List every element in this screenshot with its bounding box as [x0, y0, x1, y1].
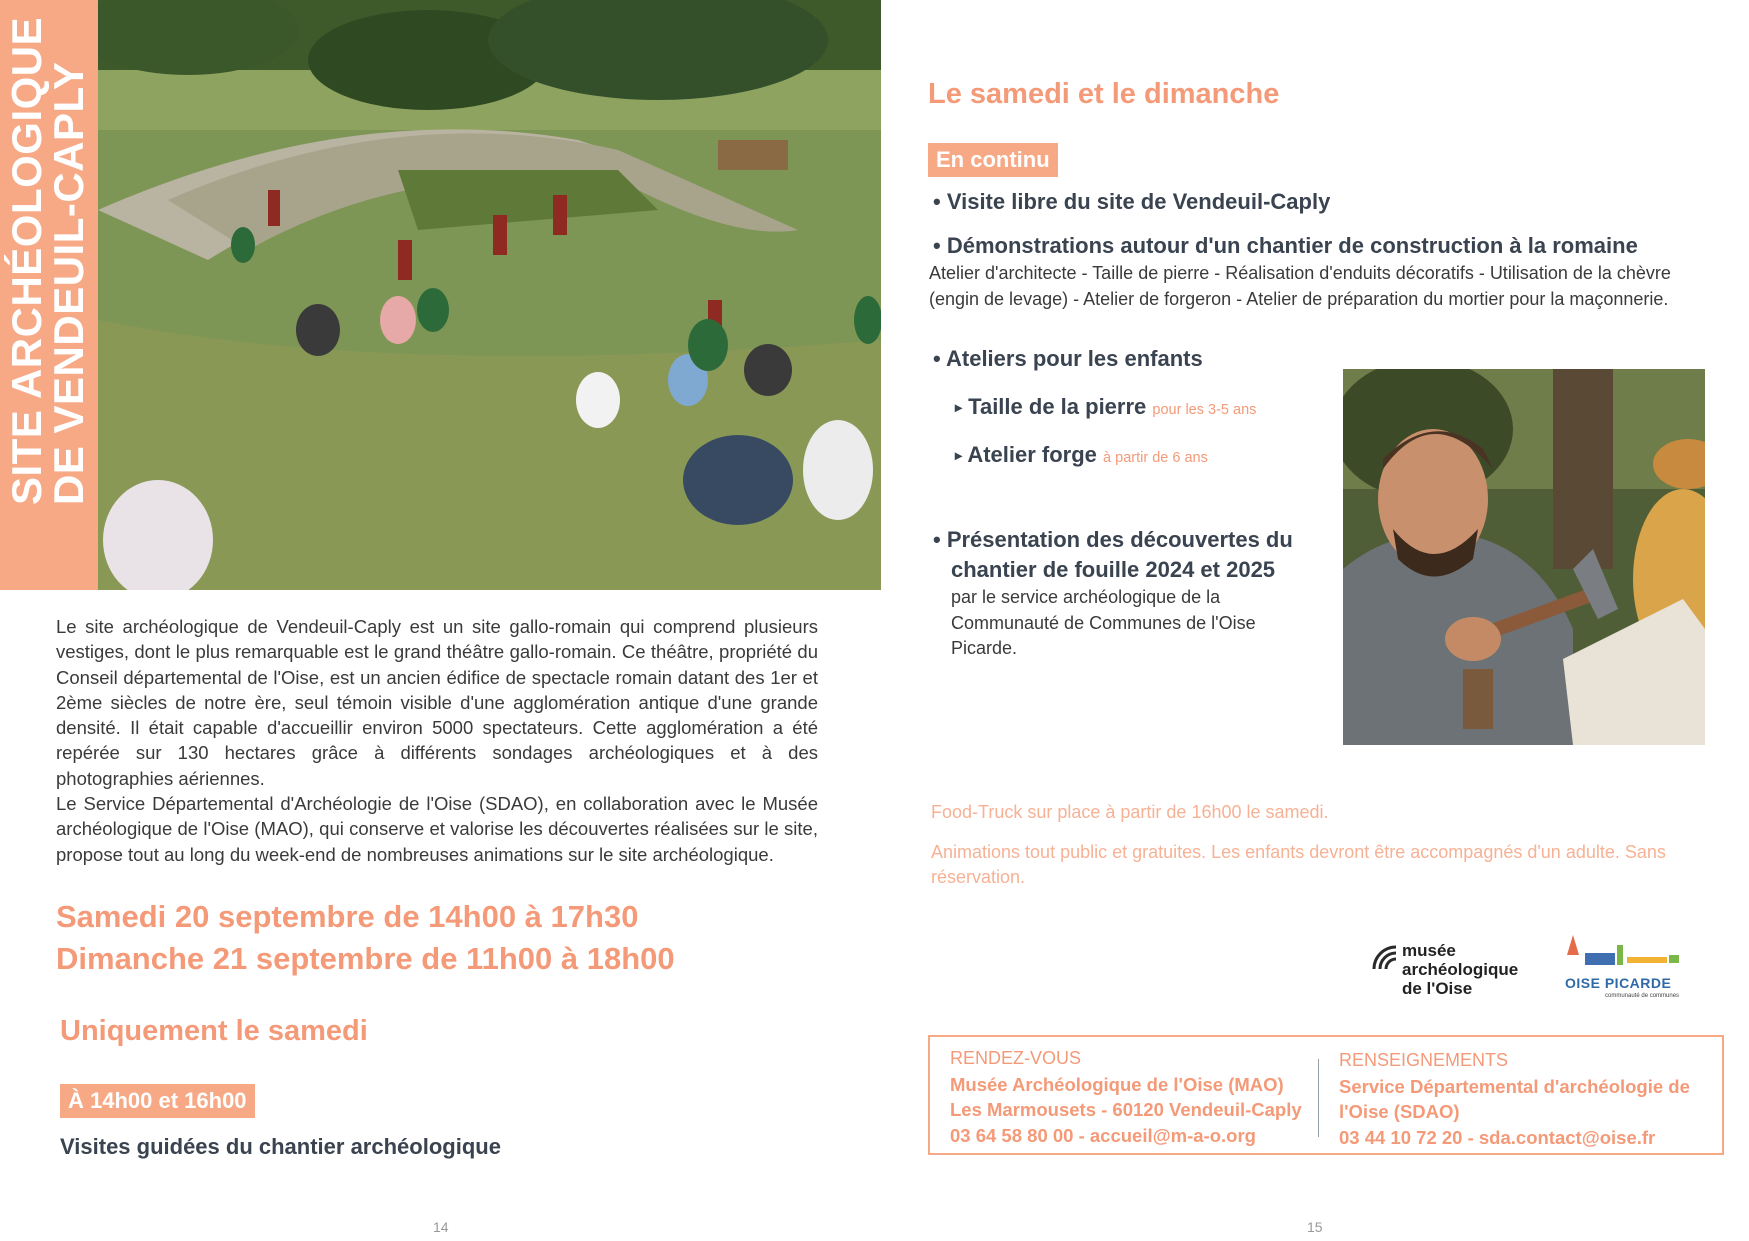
vertical-title-line-2: DE VENDEUIL-CAPLY — [45, 61, 92, 505]
oise-picarde-logo-text: OISE PICARDE — [1565, 975, 1672, 991]
sub-stone-cutting-label: Taille de la pierre — [968, 394, 1147, 419]
renseignements-line-2: l'Oise (SDAO) — [1339, 1101, 1460, 1122]
theatre-photo — [98, 0, 881, 590]
sub-stone-cutting-note: pour les 3-5 ans — [1152, 402, 1257, 418]
triangle-bullet-icon: ▸ — [955, 399, 963, 415]
page-right — [875, 0, 1749, 1241]
date-saturday: Samedi 20 septembre de 14h00 à 17h30 — [56, 899, 639, 934]
sub-forge-label: Atelier forge — [967, 442, 1097, 467]
oise-picarde-logo-sub: communauté de communes — [1605, 993, 1680, 999]
contact-divider — [1318, 1059, 1319, 1137]
contact-box — [928, 1035, 1724, 1155]
rendezvous-line-3: 03 64 58 80 00 - accueil@m-a-o.org — [950, 1124, 1256, 1146]
renseignements-line-1: Service Départemental d'archéologie de — [1339, 1075, 1690, 1097]
sub-forge-note: à partir de 6 ans — [1103, 450, 1208, 466]
bullet-kids-workshops: • Ateliers pour les enfants — [933, 346, 1203, 371]
mao-logo-line-1: musée — [1402, 941, 1456, 960]
contact-rendezvous — [950, 1046, 1302, 1148]
page-number-right: 15 — [1307, 1219, 1323, 1235]
contact-renseignements — [1339, 1048, 1690, 1150]
section-title-saturday-only: Uniquement le samedi — [60, 1015, 368, 1047]
vertical-title-line-1: SITE ARCHÉOLOGIQUE — [3, 16, 50, 505]
time-tag: À 14h00 et 16h00 — [60, 1084, 255, 1118]
page-left — [0, 0, 874, 1241]
bullet-demonstrations: • Démonstrations autour d'un chantier de construction à la romaine — [933, 233, 1638, 258]
triangle-bullet-icon: ▸ — [955, 447, 963, 463]
bullet-discoveries-line-1: • Présentation des découvertes du — [933, 527, 1293, 552]
oise-picarde-logo-icon — [1565, 935, 1685, 975]
guided-tours-activity: Visites guidées du chantier archéologique — [60, 1134, 501, 1159]
rendezvous-heading: RENDEZ-VOUS — [950, 1048, 1082, 1068]
bullet-free-visit: • Visite libre du site de Vendeuil-Caply — [933, 189, 1331, 214]
event-dates — [56, 896, 675, 980]
food-truck-note: Food-Truck sur place à partir de 16h00 le samedi. — [931, 802, 1329, 822]
partner-logos — [1370, 935, 1690, 1005]
page-number-left: 14 — [433, 1219, 449, 1235]
stonemason-photo — [1343, 369, 1705, 745]
renseignements-heading: RENSEIGNEMENTS — [1339, 1050, 1509, 1070]
intro-text — [56, 614, 818, 867]
mao-logo-text — [1402, 941, 1518, 998]
intro-paragraph-2: Le Service Départemental d'Archéologie de l'Oise (SDAO), en collaboration avec le Musée archéologique de l'Oise (MAO), qui conserve et valorise les découvertes réalisées sur le site, propose tout au long du week-end de nombreuses animations sur le site archéologique. — [56, 793, 818, 865]
bullet-discoveries-line-2: chantier de fouille 2024 et 2025 — [951, 557, 1276, 582]
mao-logo-line-3: de l'Oise — [1402, 979, 1473, 998]
mao-logo-line-2: archéologique — [1402, 960, 1519, 979]
mao-logo-icon — [1370, 943, 1400, 973]
rendezvous-line-1: Musée Archéologique de l'Oise (MAO) — [950, 1073, 1284, 1095]
discoveries-description: par le service archéologique de la Communauté de Communes de l'Oise Picarde. — [951, 587, 1256, 658]
date-sunday: Dimanche 21 septembre de 11h00 à 18h00 — [56, 941, 675, 976]
section-title-weekend: Le samedi et le dimanche — [928, 78, 1280, 110]
animations-note: Animations tout public et gratuites. Les enfants devront être accompagnés d'un adulte. Sans réservation. — [931, 842, 1666, 887]
demonstrations-description: Atelier d'architecte - Taille de pierre - Réalisation d'enduits décoratifs - Utilisation de la chèvre (engin de levage) - Atelier de forgeron - Atelier de préparation du mortier pour la maçonnerie. — [929, 263, 1671, 309]
rendezvous-line-2: Les Marmousets - 60120 Vendeuil-Caply — [950, 1099, 1302, 1120]
vertical-title — [3, 16, 92, 505]
continuous-tag: En continu — [928, 143, 1058, 177]
renseignements-line-3: 03 44 10 72 20 - sda.contact@oise.fr — [1339, 1126, 1656, 1148]
intro-paragraph-1: Le site archéologique de Vendeuil-Caply est un site gallo-romain qui comprend plusieurs vestiges, dont le plus remarquable est le grand théâtre gallo-romain. Ce théâtre, propriété du Conseil départemental de l'Oise, est un ancien édifice de spectacle romain datant des 1er et 2ème siècles de notre ère, seul témoin visible d'une agglomération antique d'une grande densité. Il était capable d'accueillir environ 5000 spectateurs. Cette agglomération a été repérée sur 130 hectares grâce à différents sondages archéologiques et à des photographies aériennes. — [56, 616, 818, 789]
